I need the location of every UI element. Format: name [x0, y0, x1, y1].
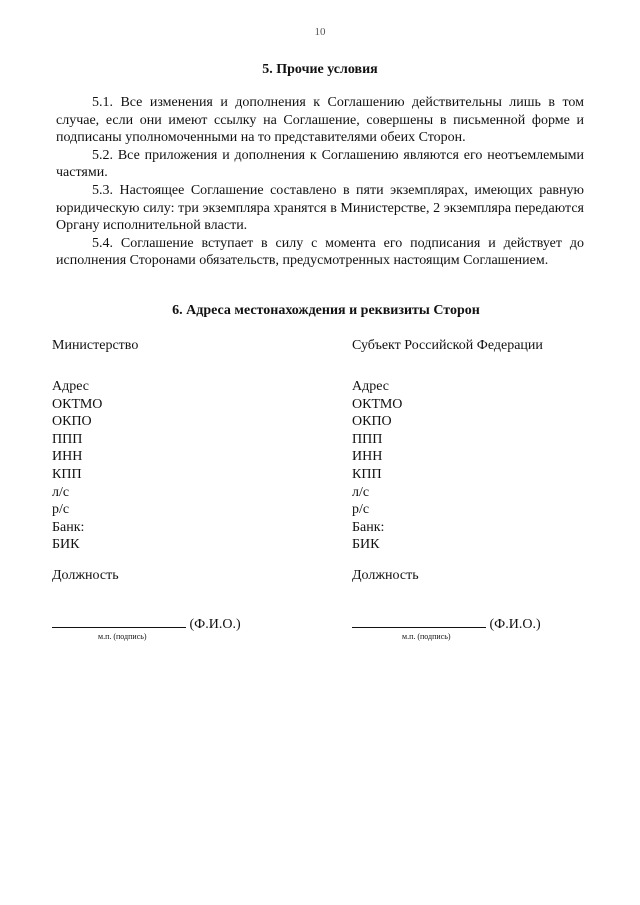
left-stamp-caption: м.п. (подпись) [98, 632, 147, 641]
paragraph-5-4: 5.4. Соглашение вступает в силу с момента его подписания и действует до исполнения Сторонами обязательств, предусмотренных настоящим Соглашением. [56, 235, 584, 269]
right-party-name: Субъект Российской Федерации [352, 338, 543, 353]
right-position: Должность [352, 568, 419, 583]
paragraph-5-3: 5.3. Настоящее Соглашение составлено в пяти экземплярах, имеющих равную юридическую силу: три экземпляра хранятся в Министерстве, 2 экземпляра передаются Органу исполнительной власти. [56, 182, 584, 234]
right-field-kpp: КПП [352, 466, 382, 482]
section-5-body [56, 94, 584, 270]
right-field-address: Адрес [352, 379, 390, 394]
left-party-name: Министерство [52, 338, 139, 353]
right-field-ppp: ППП [352, 431, 383, 447]
right-field-ls: л/с [352, 484, 370, 500]
left-fio: (Ф.И.О.) [189, 617, 241, 632]
right-signature [352, 615, 541, 633]
left-field-inn: ИНН [52, 449, 83, 465]
left-field-oktmo: ОКТМО [52, 396, 103, 412]
left-signature [52, 615, 241, 633]
right-field-bik: БИК [352, 537, 380, 553]
left-field-ls: л/с [52, 484, 70, 500]
right-field-oktmo: ОКТМО [352, 396, 403, 412]
left-field-okpo: ОКПО [52, 414, 92, 430]
section-6-title: 6. Адреса местонахождения и реквизиты Сторон [172, 303, 480, 318]
left-field-address: Адрес [52, 379, 90, 394]
left-position: Должность [52, 568, 119, 583]
paragraph-5-2: 5.2. Все приложения и дополнения к Соглашению являются его неотъемлемыми частями. [56, 147, 584, 181]
section-5-title: 5. Прочие условия [262, 62, 378, 77]
left-field-bank: Банк: [52, 519, 85, 535]
right-stamp-caption: м.п. (подпись) [402, 632, 451, 641]
right-fio: (Ф.И.О.) [489, 617, 541, 632]
page-number: 10 [314, 26, 326, 38]
right-party-fields [352, 378, 402, 554]
left-field-rs: р/с [52, 502, 70, 518]
right-field-okpo: ОКПО [352, 414, 392, 430]
right-field-inn: ИНН [352, 449, 383, 465]
right-signature-line [352, 615, 486, 628]
paragraph-5-1: 5.1. Все изменения и дополнения к Соглашению действительны лишь в том случае, если они имеют ссылку на Соглашение, совершены в письменной форме и подписаны уполномоченными на то представителями обеих Сторон. [56, 95, 584, 146]
right-field-rs: р/с [352, 502, 370, 518]
left-field-kpp: КПП [52, 466, 82, 482]
left-party-fields [52, 378, 102, 554]
left-field-bik: БИК [52, 537, 80, 553]
right-field-bank: Банк: [352, 519, 385, 535]
left-signature-line [52, 615, 186, 628]
left-field-ppp: ППП [52, 431, 83, 447]
